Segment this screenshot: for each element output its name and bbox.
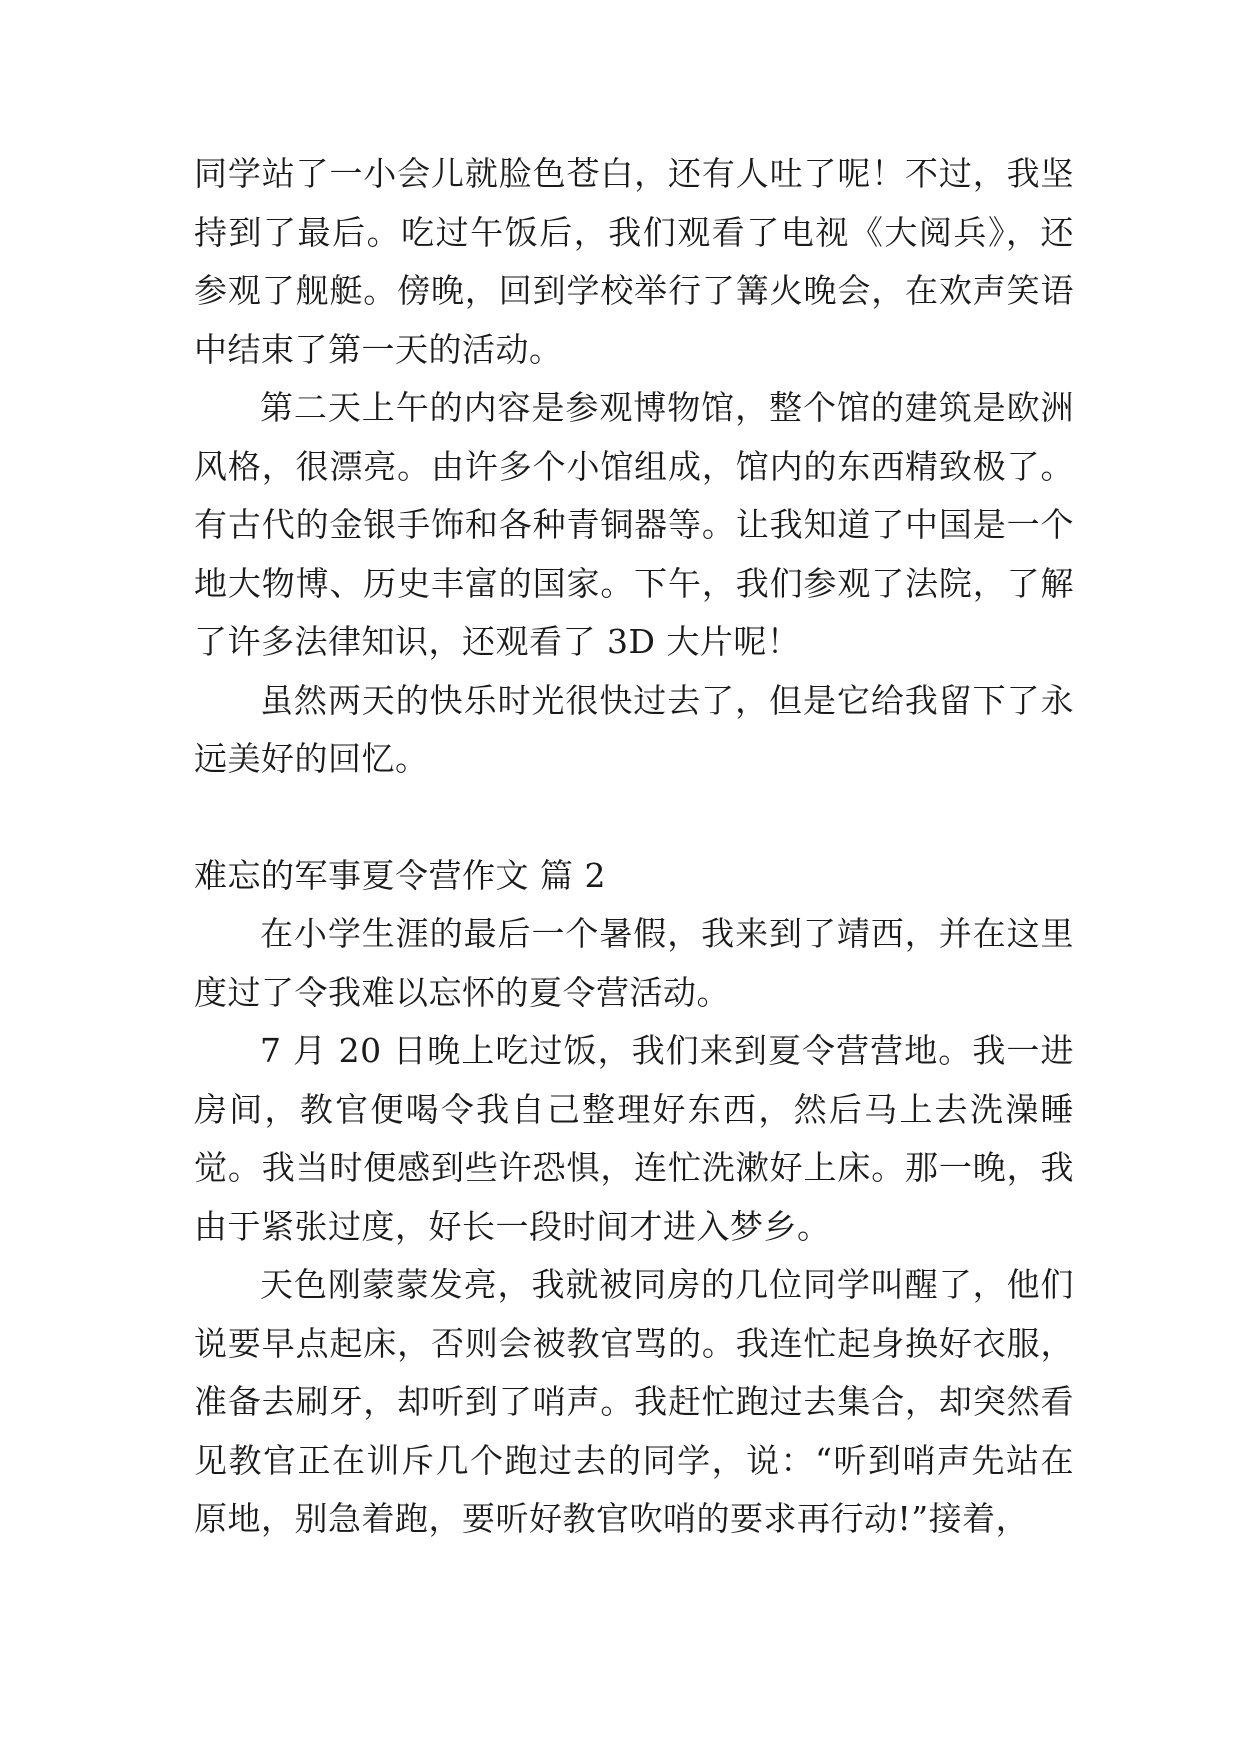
paragraph-continued: 同学站了一小会儿就脸色苍白，还有人吐了呢！不过，我坚持到了最后。吃过午饭后，我们观看了电视《大阅兵》，还参观了舰艇。傍晚，回到学校举行了篝火晚会，在欢声笑语中结束了第一天的活动。 — [194, 154, 1074, 369]
paragraph-intro: 在小学生涯的最后一个暑假，我来到了靖西，并在这里度过了令我难以忘怀的夏令营活动。 — [194, 914, 1074, 1012]
paragraph-museum-visit: 第二天上午的内容是参观博物馆，整个馆的建筑是欧洲风格，很漂亮。由许多个小馆组成，馆内的东西精致极了。有古代的金银手饰和各种青铜器等。让我知道了中国是一个地大物博、历史丰富的国家。下午，我们参观了法院，了解了许多法律知识，还观看了 3D 大片呢！ — [194, 388, 1074, 661]
paragraph-morning: 天色刚蒙蒙发亮，我就被同房的几位同学叫醒了，他们说要早点起床，否则会被教官骂的。我连忙起身换好衣服，准备去刷牙，却听到了哨声。我赶忙跑过去集合，却突然看见教官正在训斥几个跑过去的同学，说：“听到哨声先站在原地，别急着跑，要听好教官吹哨的要求再行动!”接着， — [194, 1265, 1074, 1538]
paragraph-arrival: 7 月 20 日晚上吃过饭，我们来到夏令营营地。我一进房间，教官便喝令我自己整理好东西，然后马上去洗澡睡觉。我当时便感到些许恐惧，连忙洗漱好上床。那一晚，我由于紧张过度，好长一段时间才进入梦乡。 — [194, 1031, 1074, 1246]
essay-heading: 难忘的军事夏令营作文 篇 2 — [194, 855, 606, 895]
document-body — [194, 145, 1074, 1549]
paragraph-conclusion: 虽然两天的快乐时光很快过去了，但是它给我留下了永远美好的回忆。 — [194, 680, 1074, 778]
